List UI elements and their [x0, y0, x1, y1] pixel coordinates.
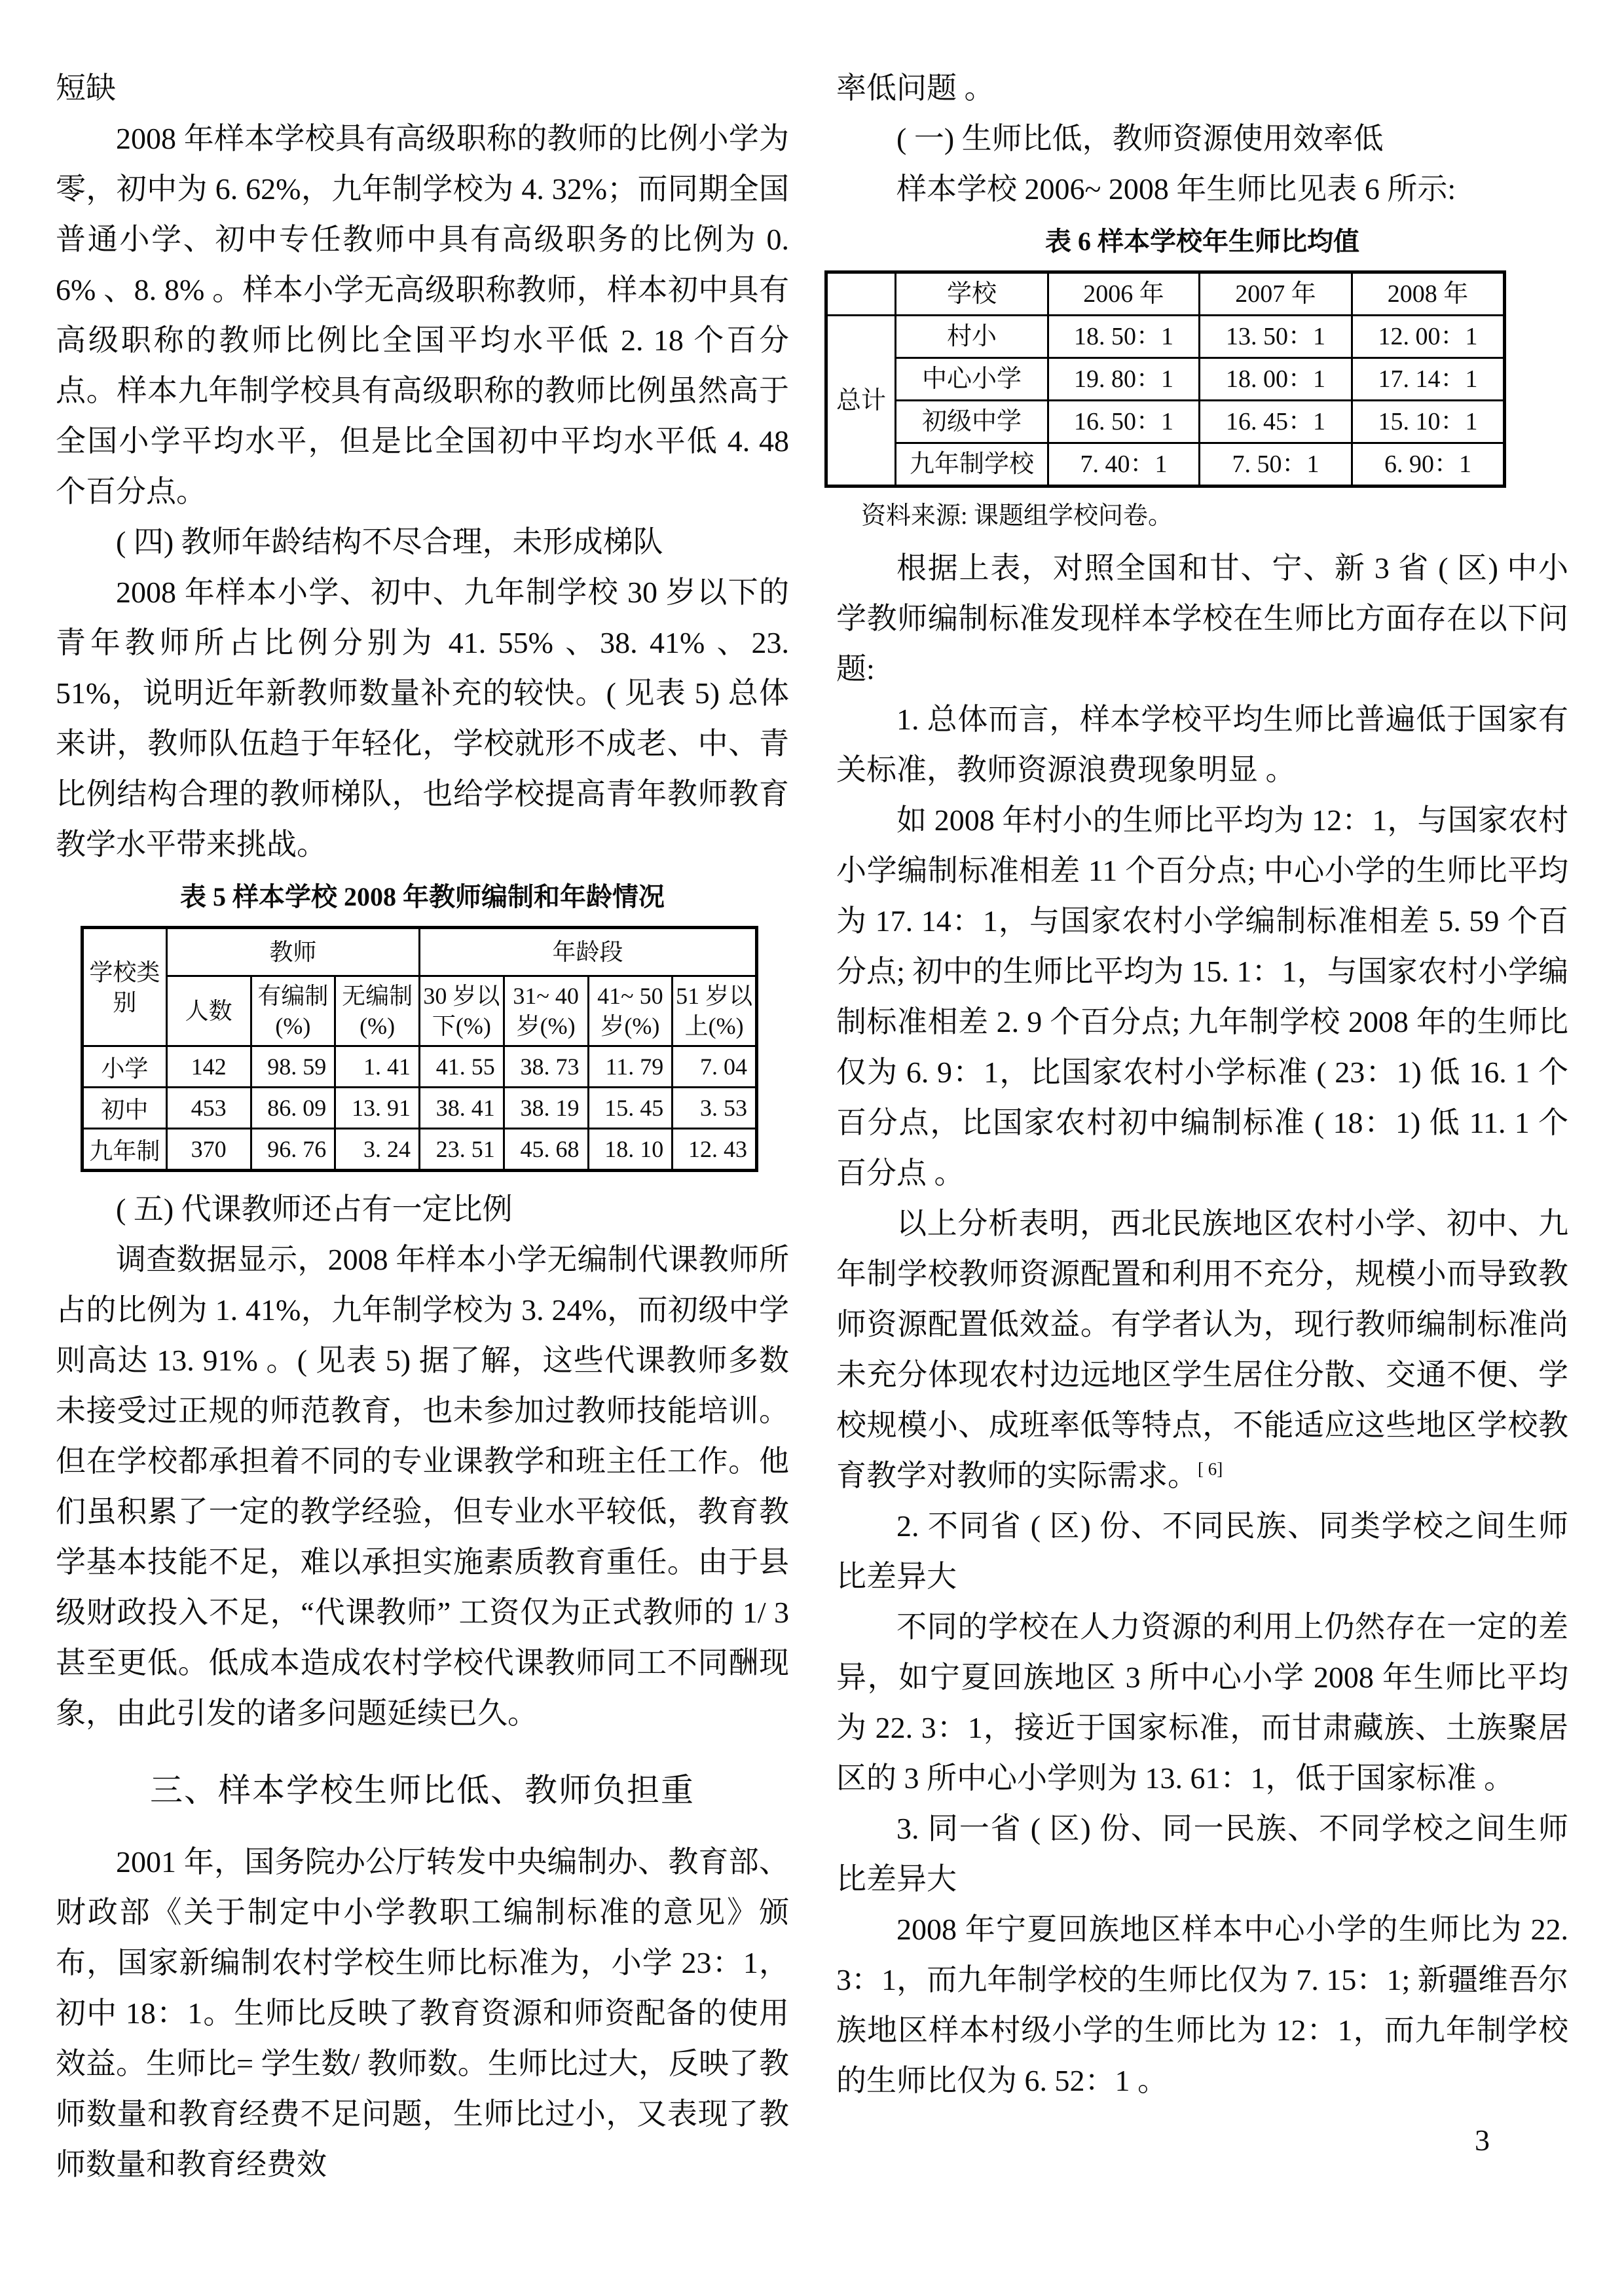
cell: 23. 51 — [420, 1129, 504, 1171]
table-row — [826, 316, 1505, 358]
section-heading: 三、样本学校生师比低、教师负担重 — [150, 1772, 695, 1808]
table5-teacher-staffing-age — [81, 926, 758, 1172]
row-label: 九年制学校 — [896, 443, 1048, 487]
paragraph: 样本学校 2006~ 2008 年生师比见表 6 所示: — [896, 172, 1456, 206]
cell: 96. 76 — [251, 1129, 335, 1171]
table-row — [826, 358, 1505, 401]
table5-caption: 表 5 样本学校 2008 年教师编制和年龄情况 — [180, 882, 665, 911]
table-row — [83, 1088, 757, 1129]
table-row — [826, 443, 1505, 487]
paragraph: 3. 同一省 ( 区) 份、同一民族、不同学校之间生师比差异大 — [836, 1812, 1568, 1896]
header-age-51-up: 51 岁以上(%) — [673, 976, 757, 1046]
cell: 17. 14：1 — [1352, 358, 1505, 401]
cell: 3. 24 — [335, 1129, 420, 1171]
header-school: 学校 — [896, 272, 1048, 316]
header-you-bianzhi: 有编制 (%) — [251, 976, 335, 1046]
cell: 16. 50：1 — [1048, 401, 1200, 443]
cell: 13. 50：1 — [1200, 316, 1352, 358]
header-wu-bianzhi: 无编制 (%) — [335, 976, 420, 1046]
paragraph: 2008 年宁夏回族地区样本中心小学的生师比为 22. 3：1，而九年制学校的生师比仅为 7. 15：1; 新疆维吾尔族地区样本村级小学的生师比为 12：1，而九年制学校的生师比仅为 6. 52：1 。 — [836, 1913, 1568, 2097]
row-label: 九年制 — [83, 1129, 167, 1171]
cell: 18. 00：1 — [1200, 358, 1352, 401]
paragraph-text: 以上分析表明，西北民族地区农村小学、初中、九年制学校教师资源配置和利用不充分，规模小而导致教师资源配置低效益。有学者认为，现行教师编制标准尚未充分体现农村边远地区学生居住分散、交通不便、学校规模小、成班率低等特点，不能适应这些地区学校教育教学对教师的实际需求。 — [836, 1207, 1568, 1492]
header-2006: 2006 年 — [1048, 272, 1200, 316]
paragraph-continuation: 短缺 — [56, 71, 116, 105]
cell: 15. 10：1 — [1352, 401, 1505, 443]
subsection-heading-5: ( 五) 代课教师还占有一定比例 — [116, 1192, 513, 1226]
header-corner — [826, 272, 896, 316]
right-column — [836, 63, 1568, 2106]
table-header-row — [826, 272, 1505, 316]
header-school-type: 学校类别 — [83, 928, 167, 1046]
table-header-row — [83, 928, 757, 976]
subsection-heading-1: ( 一) 生师比低，教师资源使用效率低 — [896, 122, 1384, 155]
cell: 142 — [166, 1046, 251, 1088]
cell: 370 — [166, 1129, 251, 1171]
cell: 15. 45 — [588, 1088, 673, 1129]
group-label-total: 总计 — [826, 316, 896, 487]
header-2007: 2007 年 — [1200, 272, 1352, 316]
cell: 3. 53 — [673, 1088, 757, 1129]
cell: 6. 90：1 — [1352, 443, 1505, 487]
cell: 41. 55 — [420, 1046, 504, 1088]
paragraph: 1. 总体而言，样本学校平均生师比普遍低于国家有关标准，教师资源浪费现象明显 。 — [836, 703, 1568, 786]
cell: 98. 59 — [251, 1046, 335, 1088]
paragraph: 根据上表，对照全国和甘、宁、新 3 省 ( 区) 中小学教师编制标准发现样本学校在生师比方面存在以下问题: — [836, 551, 1568, 686]
paragraph-continuation: 率低问题 。 — [836, 71, 995, 105]
cell: 12. 43 — [673, 1129, 757, 1171]
paragraph: 2. 不同省 ( 区) 份、不同民族、同类学校之间生师比差异大 — [836, 1509, 1568, 1593]
cell: 1. 41 — [335, 1046, 420, 1088]
cell: 11. 79 — [588, 1046, 673, 1088]
header-age-31-40: 31~ 40 岁(%) — [504, 976, 588, 1046]
cell: 86. 09 — [251, 1088, 335, 1129]
left-column — [56, 63, 789, 2190]
row-label: 村小 — [896, 316, 1048, 358]
cell: 18. 50：1 — [1048, 316, 1200, 358]
cell: 7. 40：1 — [1048, 443, 1200, 487]
cell: 7. 50：1 — [1200, 443, 1352, 487]
row-label: 初中 — [83, 1088, 167, 1129]
row-label: 中心小学 — [896, 358, 1048, 401]
cell: 45. 68 — [504, 1129, 588, 1171]
paragraph: 如 2008 年村小的生师比平均为 12：1，与国家农村小学编制标准相差 11 个百分点; 中心小学的生师比平均为 17. 14：1，与国家农村小学编制标准相差 5. 59 个百分点; 初中的生师比平均为 15. 1：1，与国家农村小学编制标准相差 2. 9 个百分点; 九年制学校 2008 年的生师比仅为 6. 9：1，比国家农村小学标准 ( 23：1) 低 16. 1 个百分点，比国家农村初中编制标准 ( 18：1) 低 11. 1 个百分点 。 — [836, 803, 1568, 1190]
table-row — [83, 1046, 757, 1088]
header-2008: 2008 年 — [1352, 272, 1505, 316]
header-teacher-group: 教师 — [166, 928, 419, 976]
cell: 38. 19 — [504, 1088, 588, 1129]
cell: 16. 45：1 — [1200, 401, 1352, 443]
header-renshu: 人数 — [166, 976, 251, 1046]
footnote-ref-6: [ 6] — [1198, 1459, 1223, 1479]
paragraph: 2001 年，国务院办公厅转发中央编制办、教育部、财政部《关于制定中小学教职工编制标准的意见》颁布，国家新编制农村学校生师比标准为，小学 23：1，初中 18：1。生师比反映了教育资源和师资配备的使用效益。生师比= 学生数/ 教师数。生师比过大，反映了教师数量和教育经费不足问题，生师比过小，又表现了教师数量和教育经费效 — [56, 1845, 789, 2181]
cell: 12. 00：1 — [1352, 316, 1505, 358]
cell: 453 — [166, 1088, 251, 1129]
row-label: 小学 — [83, 1046, 167, 1088]
cell: 13. 91 — [335, 1088, 420, 1129]
cell: 38. 41 — [420, 1088, 504, 1129]
paragraph — [836, 1198, 1568, 1501]
table-subheader-row — [83, 976, 757, 1046]
table-row — [83, 1129, 757, 1171]
subsection-heading-4: ( 四) 教师年龄结构不尽合理，未形成梯队 — [116, 525, 663, 559]
cell: 18. 10 — [588, 1129, 673, 1171]
cell: 38. 73 — [504, 1046, 588, 1088]
cell: 7. 04 — [673, 1046, 757, 1088]
page-number: 3 — [1475, 2123, 1490, 2157]
header-age-30-below: 30 岁以下(%) — [420, 976, 504, 1046]
cell: 19. 80：1 — [1048, 358, 1200, 401]
paragraph: 2008 年样本学校具有高级职称的教师的比例小学为零，初中为 6. 62%，九年制学校为 4. 32%；而同期全国普通小学、初中专任教师中具有高级职务的比例为 0. 6% 、8. 8% 。样本小学无高级职称教师，样本初中具有高级职称的教师比例比全国平均水平低 2. 18 个百分点。样本九年制学校具有高级职称的教师比例虽然高于全国小学平均水平，但是比全国初中平均水平低 4. 48 个百分点。 — [56, 122, 789, 508]
table6-source-note: 资料来源: 课题组学校问卷。 — [861, 502, 1173, 530]
header-age-41-50: 41~ 50 岁(%) — [588, 976, 673, 1046]
row-label: 初级中学 — [896, 401, 1048, 443]
table-row — [826, 401, 1505, 443]
header-age-group: 年龄段 — [420, 928, 757, 976]
paragraph: 不同的学校在人力资源的利用上仍然存在一定的差异，如宁夏回族地区 3 所中心小学 2008 年生师比平均为 22. 3：1，接近于国家标准，而甘肃藏族、土族聚居区的 3 所中心小学则为 13. 61：1，低于国家标准 。 — [836, 1610, 1568, 1795]
table6-student-teacher-ratio — [824, 270, 1506, 488]
table6-caption: 表 6 样本学校年生师比均值 — [1045, 227, 1359, 256]
paragraph: 调查数据显示，2008 年样本小学无编制代课教师所占的比例为 1. 41%，九年制学校为 3. 24%，而初级中学则高达 13. 91% 。( 见表 5) 据了解，这些代课教师多数未接受过正规的师范教育，也未参加过教师技能培训。但在学校都承担着不同的专业课教学和班主任工作。他们虽积累了一定的教学经验，但专业水平较低，教育教学基本技能不足，难以承担实施素质教育重任。由于县级财政投入不足，“代课教师” 工资仅为正式教师的 1/ 3 甚至更低。低成本造成农村学校代课教师同工不同酬现象，由此引发的诸多问题延续已久。 — [56, 1243, 789, 1730]
paragraph: 2008 年样本小学、初中、九年制学校 30 岁以下的青年教师所占比例分别为 41. 55% 、38. 41% 、23. 51%，说明近年新教师数量补充的较快。( 见表 5) 总体来讲，教师队伍趋于年轻化，学校就形不成老、中、青比例结构合理的教师梯队，也给学校提高青年教师教育教学水平带来挑战。 — [56, 576, 789, 861]
